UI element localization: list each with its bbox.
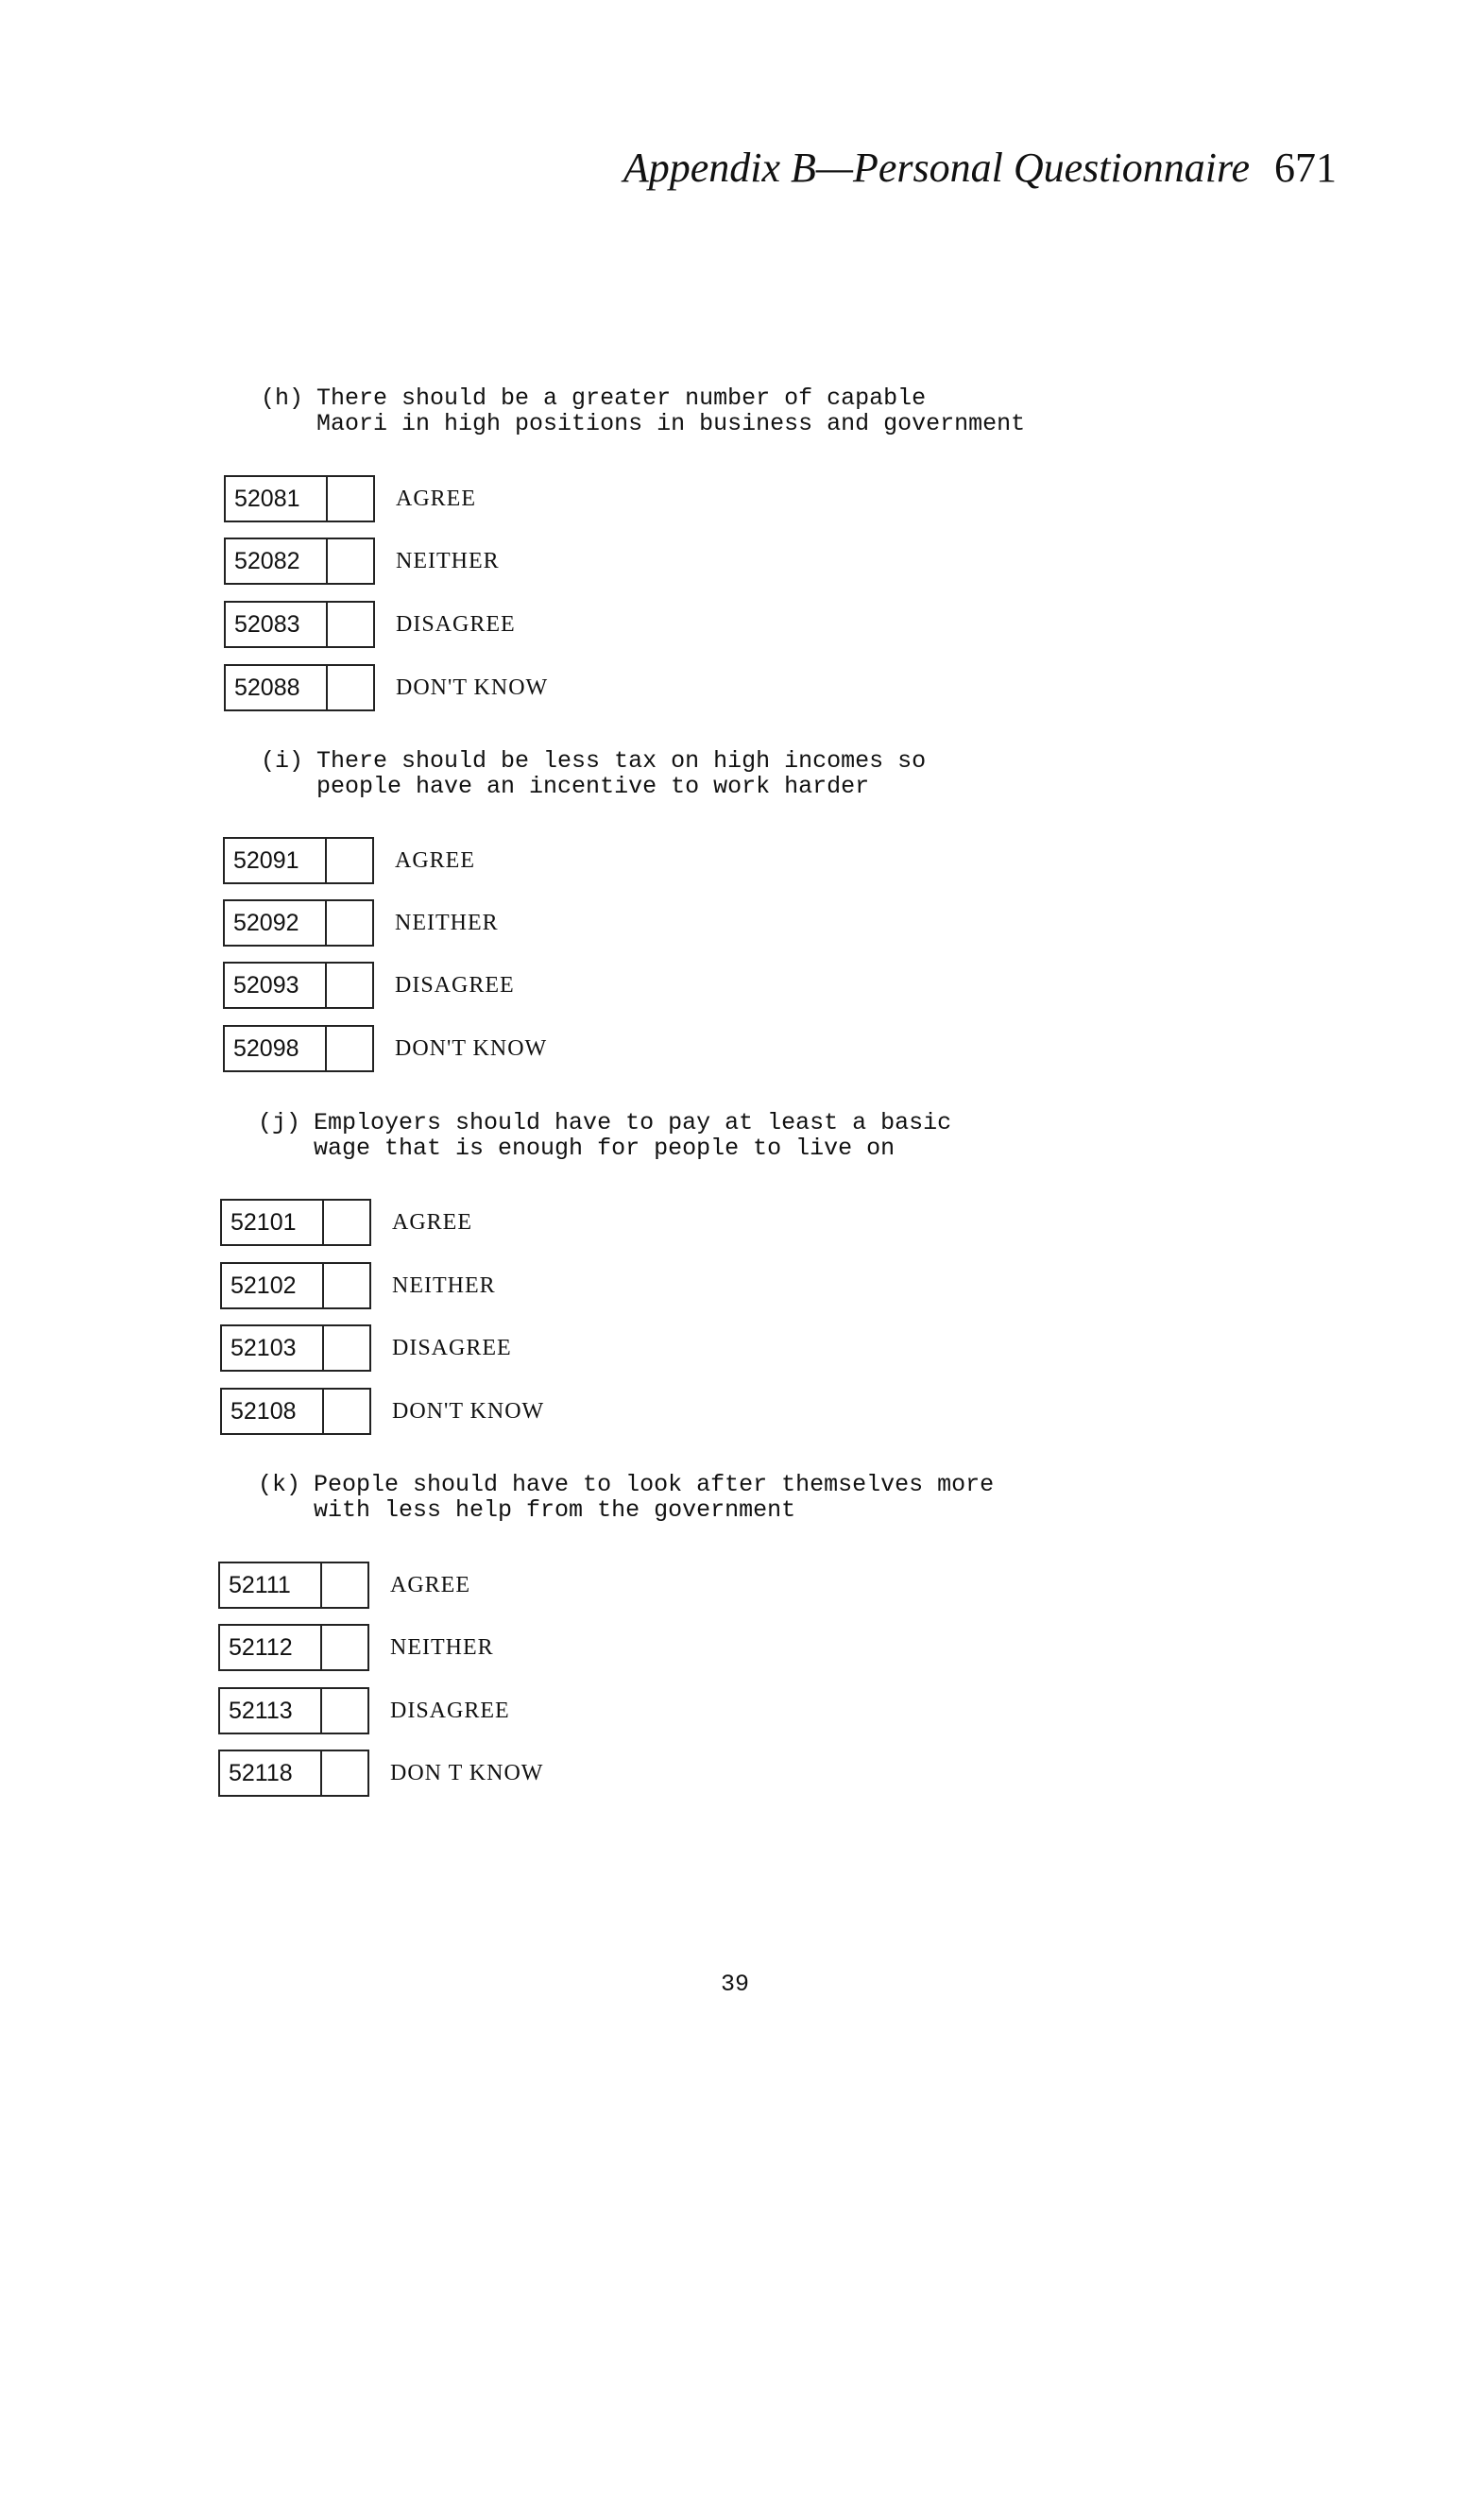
option-label: DON T KNOW — [390, 1760, 544, 1785]
response-code: 52118 — [218, 1750, 322, 1797]
question-text — [314, 1110, 951, 1161]
answer-option — [220, 1261, 496, 1310]
response-code: 52088 — [224, 664, 328, 711]
question-letter: (i) — [261, 747, 304, 775]
question-line: with less help from the government — [314, 1496, 796, 1524]
option-label: AGREE — [395, 847, 475, 873]
answer-option — [223, 1024, 547, 1073]
question-line: There should be less tax on high incomes so — [316, 747, 927, 775]
option-label: DISAGREE — [396, 611, 516, 637]
answer-checkbox[interactable] — [327, 899, 374, 947]
question-line: people have an incentive to work harder — [316, 773, 870, 800]
question-letter: (k) — [258, 1471, 301, 1498]
answer-option — [218, 1686, 510, 1735]
header-title: Appendix B—Personal Questionnaire — [623, 145, 1250, 191]
answer-checkbox[interactable] — [324, 1324, 371, 1372]
answer-checkbox[interactable] — [322, 1687, 369, 1734]
option-label: NEITHER — [395, 910, 499, 935]
question-line: Employers should have to pay at least a basic — [314, 1109, 952, 1136]
response-code: 52102 — [220, 1262, 324, 1309]
option-label: DON'T KNOW — [392, 1398, 545, 1424]
answer-option — [224, 537, 500, 586]
response-code: 52113 — [218, 1687, 322, 1734]
question-j — [258, 1110, 951, 1161]
answer-option — [224, 600, 516, 649]
question-line: There should be a greater number of capable — [316, 384, 927, 412]
answer-checkbox[interactable] — [322, 1750, 369, 1797]
question-line: Maori in high positions in business and government — [316, 410, 1026, 437]
response-code: 52112 — [218, 1624, 322, 1671]
answer-option — [218, 1561, 470, 1610]
answer-option — [223, 961, 515, 1010]
answer-option — [218, 1623, 494, 1672]
question-k — [258, 1472, 994, 1523]
response-code: 52082 — [224, 538, 328, 585]
answer-option — [224, 474, 476, 523]
answer-checkbox[interactable] — [327, 1025, 374, 1072]
question-line: wage that is enough for people to live on — [314, 1135, 896, 1162]
response-code: 52108 — [220, 1388, 324, 1435]
option-label: AGREE — [390, 1572, 470, 1597]
option-label: NEITHER — [392, 1272, 496, 1298]
answer-checkbox[interactable] — [322, 1624, 369, 1671]
question-letter: (j) — [258, 1109, 301, 1136]
option-label: DON'T KNOW — [395, 1035, 548, 1061]
option-label: DISAGREE — [395, 972, 515, 998]
option-label: NEITHER — [390, 1634, 494, 1660]
response-code: 52091 — [223, 837, 327, 884]
answer-checkbox[interactable] — [324, 1199, 371, 1246]
page-header — [623, 144, 1337, 192]
question-text — [316, 385, 1025, 436]
question-text — [316, 748, 926, 799]
option-label: AGREE — [396, 486, 476, 511]
answer-checkbox[interactable] — [324, 1388, 371, 1435]
response-code: 52083 — [224, 601, 328, 648]
answer-checkbox[interactable] — [328, 664, 375, 711]
option-label: DON'T KNOW — [396, 674, 549, 700]
question-i — [261, 748, 926, 799]
answer-checkbox[interactable] — [327, 962, 374, 1009]
header-page-number: 671 — [1274, 145, 1337, 191]
response-code: 52092 — [223, 899, 327, 947]
answer-checkbox[interactable] — [327, 837, 374, 884]
footer-page-number: 39 — [721, 1971, 750, 1998]
answer-checkbox[interactable] — [328, 538, 375, 585]
answer-option — [220, 1387, 544, 1436]
response-code: 52081 — [224, 475, 328, 522]
question-line: People should have to look after themselves more — [314, 1471, 995, 1498]
option-label: NEITHER — [396, 548, 500, 573]
answer-checkbox[interactable] — [322, 1562, 369, 1609]
response-code: 52111 — [218, 1562, 322, 1609]
answer-checkbox[interactable] — [328, 601, 375, 648]
question-h — [261, 385, 1025, 436]
response-code: 52101 — [220, 1199, 324, 1246]
response-code: 52093 — [223, 962, 327, 1009]
answer-option — [220, 1323, 512, 1373]
answer-checkbox[interactable] — [328, 475, 375, 522]
response-code: 52103 — [220, 1324, 324, 1372]
question-text — [314, 1472, 994, 1523]
answer-option — [223, 836, 475, 885]
question-letter: (h) — [261, 384, 304, 412]
option-label: DISAGREE — [390, 1698, 510, 1723]
option-label: AGREE — [392, 1209, 472, 1235]
answer-option — [223, 898, 499, 948]
answer-checkbox[interactable] — [324, 1262, 371, 1309]
answer-option — [224, 663, 548, 712]
answer-option — [220, 1198, 472, 1247]
answer-option — [218, 1749, 543, 1798]
response-code: 52098 — [223, 1025, 327, 1072]
option-label: DISAGREE — [392, 1335, 512, 1360]
